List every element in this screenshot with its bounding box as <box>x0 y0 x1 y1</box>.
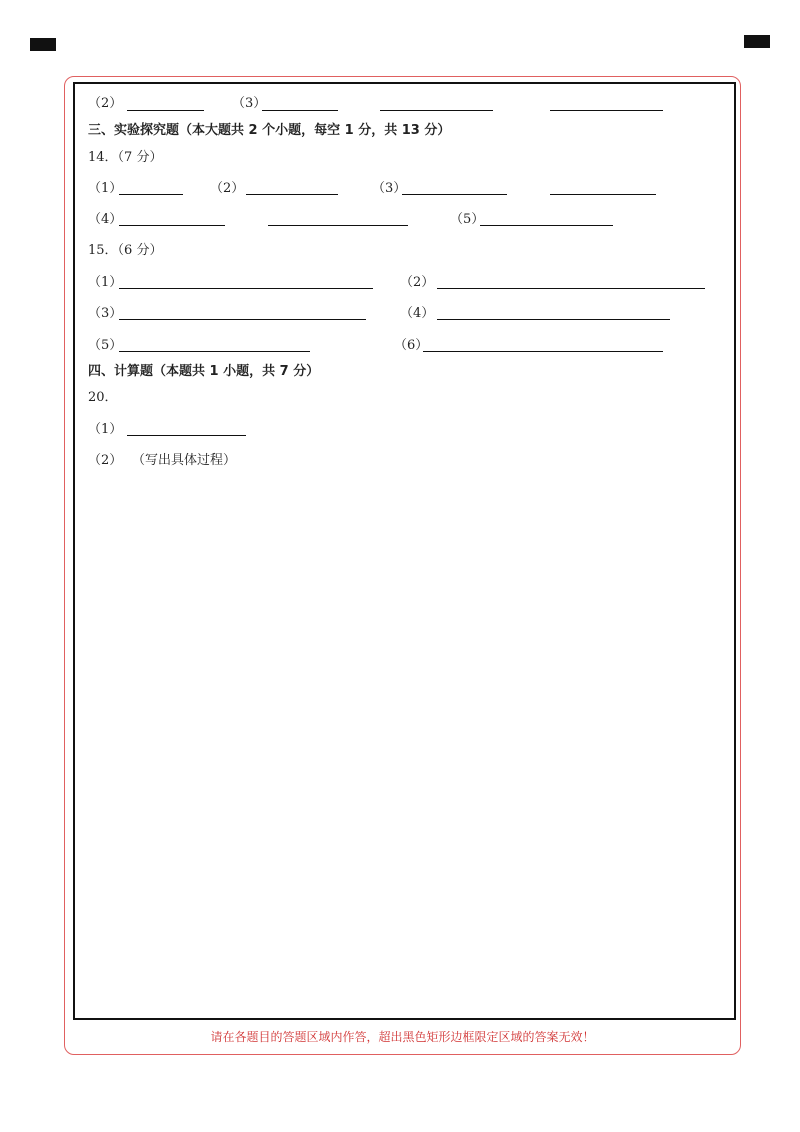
q14-label-5: （5） <box>450 212 485 227</box>
q15-blank-4[interactable] <box>437 319 670 320</box>
q15-label-6: （6） <box>394 338 429 353</box>
corner-mark-left <box>30 38 56 51</box>
q14-label-2: （2） <box>210 181 245 196</box>
q14-blank-1[interactable] <box>119 194 183 195</box>
corner-mark-right <box>744 35 770 48</box>
q15-label-3: （3） <box>88 306 123 321</box>
q15-label-5: （5） <box>88 338 123 353</box>
row1-blank-4[interactable] <box>380 110 493 111</box>
q14-title: 14．（7 分） <box>88 150 163 165</box>
q14-blank-7[interactable] <box>480 225 613 226</box>
q15-label-1: （1） <box>88 275 123 290</box>
q15-label-4: （4） <box>400 306 435 321</box>
q20-label-2: （2） <box>88 453 123 468</box>
row1-label-3: （3） <box>232 96 267 111</box>
row1-blank-2[interactable] <box>127 110 204 111</box>
q20-instruction: （写出具体过程） <box>132 453 237 468</box>
q15-blank-6[interactable] <box>423 351 663 352</box>
row1-blank-3[interactable] <box>262 110 338 111</box>
row1-label-2: （2） <box>88 96 123 111</box>
q20-label-1: （1） <box>88 422 123 437</box>
q14-blank-2[interactable] <box>246 194 338 195</box>
q15-blank-5[interactable] <box>119 351 310 352</box>
q14-blank-3[interactable] <box>402 194 507 195</box>
q20-blank-1[interactable] <box>127 435 246 436</box>
section4-heading: 四、计算题（本题共 1 小题，共 7 分） <box>88 364 320 379</box>
q14-label-3: （3） <box>372 181 407 196</box>
section3-heading: 三、实验探究题（本大题共 2 个小题，每空 1 分，共 13 分） <box>88 123 451 138</box>
q15-blank-1[interactable] <box>119 288 373 289</box>
q14-blank-5[interactable] <box>119 225 225 226</box>
q14-label-4: （4） <box>88 212 123 227</box>
answer-area-notice: 请在各题目的答题区域内作答，超出黑色矩形边框限定区域的答案无效！ <box>210 1030 595 1044</box>
q20-title: 20． <box>88 390 118 405</box>
q14-blank-4[interactable] <box>550 194 656 195</box>
answer-area-frame <box>73 82 736 1020</box>
q15-label-2: （2） <box>400 275 435 290</box>
q15-blank-3[interactable] <box>119 319 366 320</box>
q14-label-1: （1） <box>88 181 123 196</box>
row1-blank-5[interactable] <box>550 110 663 111</box>
q15-title: 15．（6 分） <box>88 243 163 258</box>
q15-blank-2[interactable] <box>437 288 705 289</box>
q14-blank-6[interactable] <box>268 225 408 226</box>
